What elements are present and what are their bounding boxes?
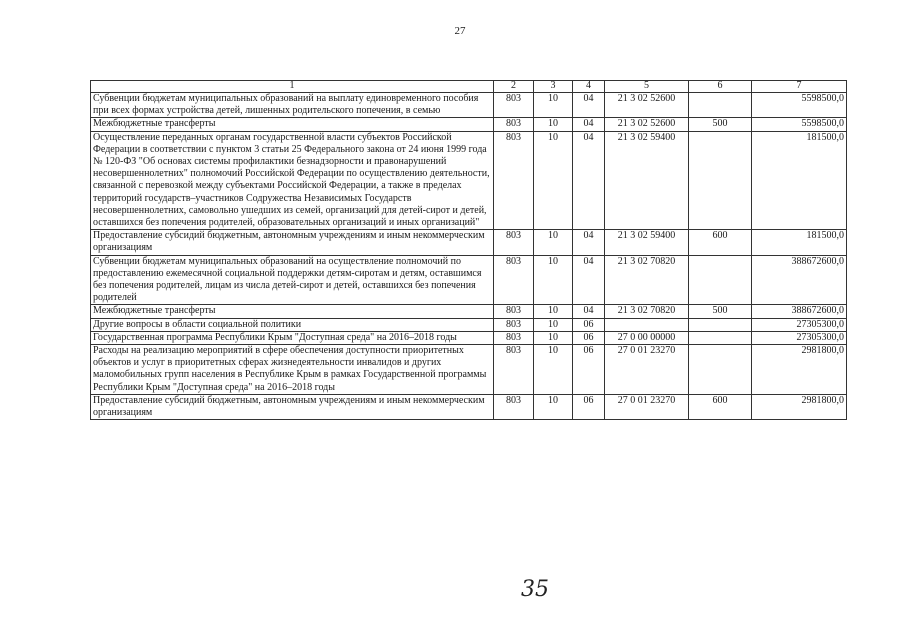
section-code: 10: [534, 230, 573, 255]
amount: 181500,0: [752, 131, 847, 230]
target-article-code: 27 0 01 23270: [605, 345, 689, 395]
expense-name: Межбюджетные трансферты: [91, 118, 494, 131]
ministry-code: 803: [494, 331, 534, 344]
amount: 5598500,0: [752, 93, 847, 118]
subsection-code: 04: [573, 230, 605, 255]
expense-type-code: 600: [689, 394, 752, 419]
ministry-code: 803: [494, 394, 534, 419]
expense-name: Предоставление субсидий бюджетным, автономным учреждениям и иным некоммерческим организациям: [91, 394, 494, 419]
expense-type-code: 500: [689, 305, 752, 318]
section-code: 10: [534, 394, 573, 419]
target-article-code: 27 0 01 23270: [605, 394, 689, 419]
table-row: [91, 305, 847, 318]
expense-type-code: [689, 318, 752, 331]
subsection-code: 04: [573, 131, 605, 230]
target-article-code: 21 3 02 70820: [605, 255, 689, 305]
page-number: 27: [454, 25, 466, 37]
ministry-code: 803: [494, 118, 534, 131]
target-article-code: 27 0 00 00000: [605, 331, 689, 344]
expense-name: Осуществление переданных органам государственной власти субъектов Российской Федерации в соответствии с пунктом 3 статьи 25 Федерального закона от 24 июня 1999 года № 120-ФЗ "Об основах системы профилактики безнадзорности и правонарушений несовершеннолетних" полномочий Российской Федерации по осуществлению деятельности, связанной с перевозкой между субъектами Российской Федерации, а также в пределах территорий государств–участников Содружества Независимых Государств несовершеннолетних, самовольно ушедших из семей, организаций для детей-сирот и детей, оставшихся без попечения родителей, образовательных организаций и иных организаций": [91, 131, 494, 230]
amount: 388672600,0: [752, 255, 847, 305]
subsection-code: 06: [573, 331, 605, 344]
amount: 388672600,0: [752, 305, 847, 318]
expense-type-code: [689, 255, 752, 305]
column-header: 6: [689, 81, 752, 93]
subsection-code: 06: [573, 345, 605, 395]
budget-table: [90, 80, 847, 420]
expense-name: Предоставление субсидий бюджетным, автономным учреждениям и иным некоммерческим организациям: [91, 230, 494, 255]
column-header: 2: [494, 81, 534, 93]
table-row: [91, 345, 847, 395]
target-article-code: [605, 318, 689, 331]
subsection-code: 04: [573, 255, 605, 305]
target-article-code: 21 3 02 59400: [605, 131, 689, 230]
table-row: [91, 93, 847, 118]
expense-type-code: [689, 93, 752, 118]
subsection-code: 06: [573, 394, 605, 419]
expense-type-code: [689, 345, 752, 395]
section-code: 10: [534, 93, 573, 118]
amount: 5598500,0: [752, 118, 847, 131]
target-article-code: 21 3 02 70820: [605, 305, 689, 318]
expense-type-code: 500: [689, 118, 752, 131]
target-article-code: 21 3 02 52600: [605, 118, 689, 131]
ministry-code: 803: [494, 318, 534, 331]
amount: 27305300,0: [752, 331, 847, 344]
table-row: [91, 331, 847, 344]
table-row: [91, 318, 847, 331]
column-header: 5: [605, 81, 689, 93]
section-code: 10: [534, 255, 573, 305]
expense-name: Субвенции бюджетам муниципальных образований на выплату единовременного пособия при всех формах устройства детей, лишенных родительского попечения, в семью: [91, 93, 494, 118]
expense-name: Государственная программа Республики Крым "Доступная среда" на 2016–2018 годы: [91, 331, 494, 344]
column-header: 3: [534, 81, 573, 93]
amount: 2981800,0: [752, 394, 847, 419]
section-code: 10: [534, 345, 573, 395]
ministry-code: 803: [494, 305, 534, 318]
ministry-code: 803: [494, 255, 534, 305]
amount: 27305300,0: [752, 318, 847, 331]
expense-type-code: [689, 331, 752, 344]
table-row: [91, 131, 847, 230]
column-header: 7: [752, 81, 847, 93]
ministry-code: 803: [494, 230, 534, 255]
ministry-code: 803: [494, 345, 534, 395]
table-header-row: [91, 81, 847, 93]
expense-type-code: [689, 131, 752, 230]
column-header: 4: [573, 81, 605, 93]
target-article-code: 21 3 02 59400: [605, 230, 689, 255]
column-header: 1: [91, 81, 494, 93]
expense-name: Другие вопросы в области социальной политики: [91, 318, 494, 331]
table-row: [91, 255, 847, 305]
subsection-code: 06: [573, 318, 605, 331]
subsection-code: 04: [573, 118, 605, 131]
subsection-code: 04: [573, 305, 605, 318]
expense-name: Расходы на реализацию мероприятий в сфере обеспечения доступности приоритетных объектов и услуг в приоритетных сферах жизнедеятельности инвалидов и других маломобильных групп населения в Республике Крым в рамках Государственной программы Республики Крым "Доступная среда" на 2016–2018 годы: [91, 345, 494, 395]
section-code: 10: [534, 318, 573, 331]
section-code: 10: [534, 305, 573, 318]
table-row: [91, 394, 847, 419]
expense-name: Субвенции бюджетам муниципальных образований на осуществление полномочий по предоставлению ежемесячной социальной поддержки детям-сиротам и детям, оставшимся без попечения родителей, лицам из числа детей-сирот и детей, оставшихся без попечения родителей: [91, 255, 494, 305]
section-code: 10: [534, 118, 573, 131]
section-code: 10: [534, 131, 573, 230]
table-row: [91, 230, 847, 255]
subsection-code: 04: [573, 93, 605, 118]
expense-name: Межбюджетные трансферты: [91, 305, 494, 318]
handwritten-page-mark: 35: [521, 577, 549, 602]
amount: 2981800,0: [752, 345, 847, 395]
amount: 181500,0: [752, 230, 847, 255]
section-code: 10: [534, 331, 573, 344]
expense-type-code: 600: [689, 230, 752, 255]
target-article-code: 21 3 02 52600: [605, 93, 689, 118]
ministry-code: 803: [494, 93, 534, 118]
table-row: [91, 118, 847, 131]
ministry-code: 803: [494, 131, 534, 230]
